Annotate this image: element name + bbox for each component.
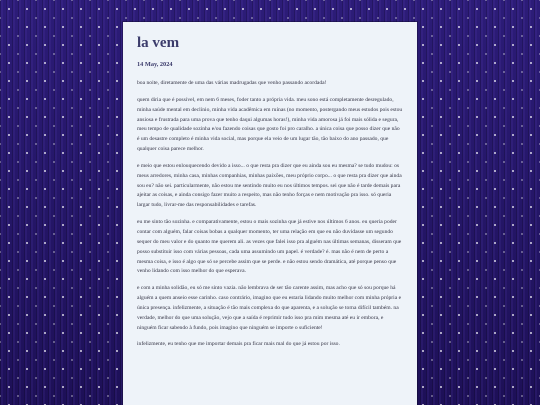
post-paragraph: quem diria que é possível, em nem 6 meses, foder tanto a própria vida. meu sono está completamente desregulado, minha saúde mental em declínio, minha vida acadêmica em ruínas (no momento, postergando meus estudos pois estou ansiosa e frustrada para uma prova que tenho daqui algumas horas!), minha vida amorosa já foi mais sólida e segura, meu tempo de qualidade sozinha e/ou fazendo coisas que gosto foi pro caralho. a única coisa que posso dizer que não é um desastre completo é minha vida social, mas porque ela veio de um lugar tão, tão baixo do ano passado, que qualquer coisa parece melhor. <box>137 96 403 153</box>
post-paragraph: eu me sinto tão sozinha. e comparativamente, estou o mais sozinha que já estive nos últimos 6 anos. eu queria poder contar com alguém, falar coisas bobas a qualquer momento, ter uma relação em que eu não duvidasse um segundo sequer do meu valor e do quanto me querem ali. as vezes que falei isso pra alguém nas últimas semanas, disseram que posso substituir isso com várias pessoas, cada uma assumindo um papel. é verdade? é. mas não é nem de perto a mesma coisa, e isso é algo que só se percebe assim que se perde. e não estou sendo dramática, até porque penso que venho lidando com isso melhor do que esperava. <box>137 219 402 275</box>
post-body <box>137 79 403 350</box>
post-date: 14 May, 2024 <box>137 61 173 68</box>
post-paragraph: e meio que estou enlouquecendo devido a isso... o que resta pra dizer que eu ainda sou eu mesma? se tudo mudou: os meus arredores, minha casa, minhas companhias, minhas paixões, meu próprio corpo... o que resta pra dizer que ainda sou eu? não sei. particularmente, não estou me sentindo muito eu nos últimos tempos. sei que não é tarde demais para ajeitar as coisas, e ainda consigo fazer muito a respeito, mas não tenho forças e nem motivação pra isso. só queria largar tudo, livrar-me das responsabilidades e tarefas. <box>137 162 402 209</box>
post-title[interactable]: la vem <box>137 35 180 51</box>
post-paragraph: e com a minha solidão, eu só me sinto vazia. não lembrava de ser tão carente assim, mas acho que só sou porque há alguém a quem anseio esse carinho. caso contrário, imagino que eu estaria lidando muito melhor com minha própria e única presença. infelizmente, a situação é tão mais complexa do que aparenta, e a solução se torna difícil também. na verdade, melhor do que uma solução, vejo que a saída é reprimir tudo isso pra mim mesma até eu ir embora, e ninguém ficar sabendo à fundo, pois imagino que ninguém se importe o suficiente! <box>137 285 402 331</box>
blog-post-card <box>123 22 417 405</box>
post-paragraph: boa noite, diretamente de uma das várias madrugadas que venho passando acordada! <box>137 80 327 86</box>
post-paragraph: infelizmente, eu tenho que me importar demais pra ficar mais mal do que já estou por isso. <box>137 341 340 348</box>
